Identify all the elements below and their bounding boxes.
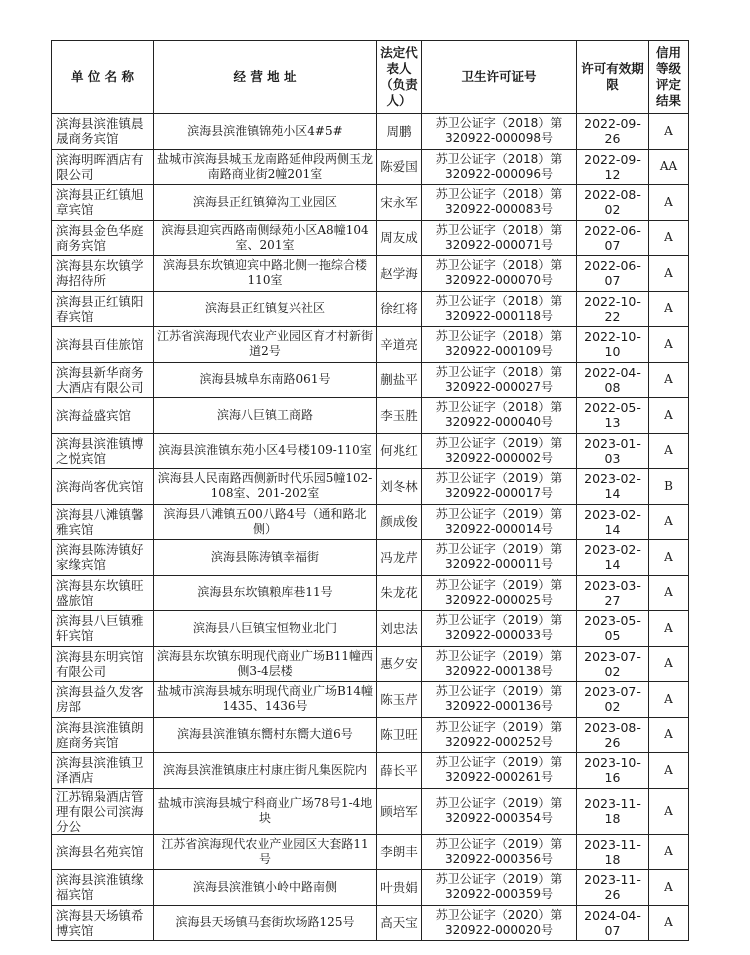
credit-grade-cell: B bbox=[649, 469, 689, 505]
header-address: 经 营 地 址 bbox=[154, 41, 377, 114]
license-number-cell: 苏卫公证字（2018）第320922-000083号 bbox=[422, 185, 577, 221]
unit-name-cell: 滨海县金色华庭商务宾馆 bbox=[52, 220, 154, 256]
validity-date-cell: 2023-11-18 bbox=[577, 834, 649, 870]
credit-grade-cell: A bbox=[649, 185, 689, 221]
unit-name-cell: 滨海县陈涛镇好家缘宾馆 bbox=[52, 540, 154, 576]
credit-grade-cell: A bbox=[649, 646, 689, 682]
credit-grade-cell: A bbox=[649, 717, 689, 753]
table-row bbox=[52, 682, 689, 718]
address-cell: 滨海县东坎镇粮库巷11号 bbox=[154, 575, 377, 611]
license-number-cell: 苏卫公证字（2019）第320922-000138号 bbox=[422, 646, 577, 682]
validity-date-cell: 2022-09-26 bbox=[577, 114, 649, 150]
license-number-cell: 苏卫公证字（2018）第320922-000040号 bbox=[422, 398, 577, 434]
table-row bbox=[52, 220, 689, 256]
representative-cell: 李玉胜 bbox=[377, 398, 422, 434]
representative-cell: 顾培军 bbox=[377, 788, 422, 834]
unit-name-cell: 滨海县滨淮镇晨晟商务宾馆 bbox=[52, 114, 154, 150]
header-validity: 许可有效期限 bbox=[577, 41, 649, 114]
validity-date-cell: 2022-05-13 bbox=[577, 398, 649, 434]
representative-cell: 何兆红 bbox=[377, 433, 422, 469]
credit-grade-cell: A bbox=[649, 753, 689, 789]
representative-cell: 朱龙花 bbox=[377, 575, 422, 611]
validity-date-cell: 2023-03-27 bbox=[577, 575, 649, 611]
address-cell: 盐城市滨海县城玉龙南路延伸段两侧玉龙南路商业街2幢201室 bbox=[154, 149, 377, 185]
license-number-cell: 苏卫公证字（2019）第320922-000014号 bbox=[422, 504, 577, 540]
table-row bbox=[52, 611, 689, 647]
representative-cell: 冯龙芹 bbox=[377, 540, 422, 576]
representative-cell: 徐红将 bbox=[377, 291, 422, 327]
credit-grade-cell: A bbox=[649, 433, 689, 469]
table-row bbox=[52, 398, 689, 434]
license-table bbox=[51, 40, 689, 941]
validity-date-cell: 2022-10-22 bbox=[577, 291, 649, 327]
unit-name-cell: 滨海县益久发客房部 bbox=[52, 682, 154, 718]
credit-grade-cell: A bbox=[649, 327, 689, 363]
address-cell: 滨海县正红镇复兴社区 bbox=[154, 291, 377, 327]
validity-date-cell: 2023-02-14 bbox=[577, 504, 649, 540]
representative-cell: 宋永军 bbox=[377, 185, 422, 221]
license-number-cell: 苏卫公证字（2019）第320922-000261号 bbox=[422, 753, 577, 789]
header-name: 单 位 名 称 bbox=[52, 41, 154, 114]
address-cell: 盐城市滨海县城东明现代商业广场B14幢1435、1436号 bbox=[154, 682, 377, 718]
validity-date-cell: 2023-01-03 bbox=[577, 433, 649, 469]
table-row bbox=[52, 540, 689, 576]
table-row bbox=[52, 362, 689, 398]
address-cell: 滨海县滨淮镇东苑小区4号楼109-110室 bbox=[154, 433, 377, 469]
representative-cell: 周友成 bbox=[377, 220, 422, 256]
credit-grade-cell: A bbox=[649, 834, 689, 870]
license-number-cell: 苏卫公证字（2018）第320922-000109号 bbox=[422, 327, 577, 363]
unit-name-cell: 滨海县滨淮镇缘福宾馆 bbox=[52, 870, 154, 906]
address-cell: 滨海县陈涛镇幸福街 bbox=[154, 540, 377, 576]
address-cell: 盐城市滨海县城宁科商业广场78号1-4地块 bbox=[154, 788, 377, 834]
validity-date-cell: 2022-09-12 bbox=[577, 149, 649, 185]
address-cell: 滨海县滨淮镇锦苑小区4#5# bbox=[154, 114, 377, 150]
validity-date-cell: 2023-02-14 bbox=[577, 540, 649, 576]
table-row bbox=[52, 870, 689, 906]
unit-name-cell: 滨海县八巨镇雅轩宾馆 bbox=[52, 611, 154, 647]
validity-date-cell: 2023-11-18 bbox=[577, 788, 649, 834]
unit-name-cell: 滨海县八滩镇馨雅宾馆 bbox=[52, 504, 154, 540]
unit-name-cell: 滨海尚客优宾馆 bbox=[52, 469, 154, 505]
address-cell: 滨海县八滩镇五00八路4号（通和路北侧） bbox=[154, 504, 377, 540]
license-number-cell: 苏卫公证字（2018）第320922-000118号 bbox=[422, 291, 577, 327]
credit-grade-cell: A bbox=[649, 611, 689, 647]
representative-cell: 薛长平 bbox=[377, 753, 422, 789]
license-number-cell: 苏卫公证字（2018）第320922-000027号 bbox=[422, 362, 577, 398]
validity-date-cell: 2023-11-26 bbox=[577, 870, 649, 906]
address-cell: 滨海八巨镇工商路 bbox=[154, 398, 377, 434]
unit-name-cell: 滨海县东明宾馆有限公司 bbox=[52, 646, 154, 682]
validity-date-cell: 2023-10-16 bbox=[577, 753, 649, 789]
table-row bbox=[52, 291, 689, 327]
table-row bbox=[52, 149, 689, 185]
unit-name-cell: 江苏锦枭酒店管理有限公司滨海分公 bbox=[52, 788, 154, 834]
unit-name-cell: 滨海县滨淮镇博之悦宾馆 bbox=[52, 433, 154, 469]
credit-grade-cell: A bbox=[649, 362, 689, 398]
representative-cell: 惠夕安 bbox=[377, 646, 422, 682]
license-number-cell: 苏卫公证字（2019）第320922-000025号 bbox=[422, 575, 577, 611]
validity-date-cell: 2022-06-07 bbox=[577, 256, 649, 292]
representative-cell: 颜成俊 bbox=[377, 504, 422, 540]
representative-cell: 周鹏 bbox=[377, 114, 422, 150]
credit-grade-cell: A bbox=[649, 788, 689, 834]
unit-name-cell: 滨海县正红镇旭章宾馆 bbox=[52, 185, 154, 221]
license-number-cell: 苏卫公证字（2019）第320922-000033号 bbox=[422, 611, 577, 647]
representative-cell: 辛道亮 bbox=[377, 327, 422, 363]
table-row bbox=[52, 717, 689, 753]
address-cell: 滨海县滨淮镇康庄村康庄街凡集医院内 bbox=[154, 753, 377, 789]
address-cell: 滨海县人民南路西侧新时代乐园5幢102-108室、201-202室 bbox=[154, 469, 377, 505]
credit-grade-cell: A bbox=[649, 682, 689, 718]
table-row bbox=[52, 753, 689, 789]
license-number-cell: 苏卫公证字（2018）第320922-000070号 bbox=[422, 256, 577, 292]
table-row bbox=[52, 788, 689, 834]
validity-date-cell: 2023-07-02 bbox=[577, 682, 649, 718]
license-number-cell: 苏卫公证字（2020）第320922-000020号 bbox=[422, 905, 577, 941]
credit-grade-cell: A bbox=[649, 291, 689, 327]
validity-date-cell: 2023-08-26 bbox=[577, 717, 649, 753]
table-row bbox=[52, 646, 689, 682]
license-number-cell: 苏卫公证字（2019）第320922-000002号 bbox=[422, 433, 577, 469]
address-cell: 滨海县八巨镇宝恒物业北门 bbox=[154, 611, 377, 647]
unit-name-cell: 滨海明晖酒店有限公司 bbox=[52, 149, 154, 185]
table-row bbox=[52, 834, 689, 870]
representative-cell: 陈卫旺 bbox=[377, 717, 422, 753]
representative-cell: 蒯盐平 bbox=[377, 362, 422, 398]
credit-grade-cell: A bbox=[649, 220, 689, 256]
license-number-cell: 苏卫公证字（2019）第320922-000011号 bbox=[422, 540, 577, 576]
unit-name-cell: 滨海县滨淮镇卫泽酒店 bbox=[52, 753, 154, 789]
credit-grade-cell: A bbox=[649, 540, 689, 576]
credit-grade-cell: A bbox=[649, 870, 689, 906]
table-row bbox=[52, 327, 689, 363]
representative-cell: 叶贵娟 bbox=[377, 870, 422, 906]
header-representative: 法定代表人（负责人） bbox=[377, 41, 422, 114]
unit-name-cell: 滨海县百佳旅馆 bbox=[52, 327, 154, 363]
validity-date-cell: 2022-06-07 bbox=[577, 220, 649, 256]
address-cell: 滨海县滨淮镇东嚮村东嚮大道6号 bbox=[154, 717, 377, 753]
representative-cell: 刘冬林 bbox=[377, 469, 422, 505]
validity-date-cell: 2023-07-02 bbox=[577, 646, 649, 682]
representative-cell: 陈爱国 bbox=[377, 149, 422, 185]
address-cell: 滨海县迎宾西路南侧绿苑小区A8幢104室、201室 bbox=[154, 220, 377, 256]
address-cell: 滨海县天场镇马套街坎场路125号 bbox=[154, 905, 377, 941]
representative-cell: 高天宝 bbox=[377, 905, 422, 941]
unit-name-cell: 滨海县天场镇希博宾馆 bbox=[52, 905, 154, 941]
credit-grade-cell: A bbox=[649, 504, 689, 540]
validity-date-cell: 2022-04-08 bbox=[577, 362, 649, 398]
address-cell: 滨海县东坎镇迎宾中路北侧一拖综合楼110室 bbox=[154, 256, 377, 292]
header-row bbox=[52, 41, 689, 114]
address-cell: 滨海县正红镇獐沟工业园区 bbox=[154, 185, 377, 221]
license-number-cell: 苏卫公证字（2018）第320922-000096号 bbox=[422, 149, 577, 185]
license-number-cell: 苏卫公证字（2019）第320922-000354号 bbox=[422, 788, 577, 834]
license-number-cell: 苏卫公证字（2018）第320922-000098号 bbox=[422, 114, 577, 150]
unit-name-cell: 滨海县正红镇阳春宾馆 bbox=[52, 291, 154, 327]
table-row bbox=[52, 114, 689, 150]
validity-date-cell: 2022-10-10 bbox=[577, 327, 649, 363]
representative-cell: 陈玉芹 bbox=[377, 682, 422, 718]
license-number-cell: 苏卫公证字（2019）第320922-000252号 bbox=[422, 717, 577, 753]
unit-name-cell: 滨海县滨淮镇朗庭商务宾馆 bbox=[52, 717, 154, 753]
address-cell: 江苏省滨海现代农业产业园区大套路11号 bbox=[154, 834, 377, 870]
address-cell: 滨海县城阜东南路061号 bbox=[154, 362, 377, 398]
credit-grade-cell: A bbox=[649, 398, 689, 434]
address-cell: 滨海县东坎镇东明现代商业广场B11幢西侧3-4层楼 bbox=[154, 646, 377, 682]
license-number-cell: 苏卫公证字（2018）第320922-000071号 bbox=[422, 220, 577, 256]
unit-name-cell: 滨海县名苑宾馆 bbox=[52, 834, 154, 870]
representative-cell: 李朗丰 bbox=[377, 834, 422, 870]
table-row bbox=[52, 185, 689, 221]
address-cell: 滨海县滨淮镇小岭中路南侧 bbox=[154, 870, 377, 906]
credit-grade-cell: A bbox=[649, 575, 689, 611]
representative-cell: 刘忠法 bbox=[377, 611, 422, 647]
header-license: 卫生许可证号 bbox=[422, 41, 577, 114]
license-number-cell: 苏卫公证字（2019）第320922-000017号 bbox=[422, 469, 577, 505]
unit-name-cell: 滨海县新华商务大酒店有限公司 bbox=[52, 362, 154, 398]
table-row bbox=[52, 256, 689, 292]
license-number-cell: 苏卫公证字（2019）第320922-000359号 bbox=[422, 870, 577, 906]
credit-grade-cell: A bbox=[649, 905, 689, 941]
unit-name-cell: 滨海县东坎镇旺盛旅馆 bbox=[52, 575, 154, 611]
license-number-cell: 苏卫公证字（2019）第320922-000356号 bbox=[422, 834, 577, 870]
validity-date-cell: 2022-08-02 bbox=[577, 185, 649, 221]
unit-name-cell: 滨海益盛宾馆 bbox=[52, 398, 154, 434]
table-row bbox=[52, 469, 689, 505]
table-row bbox=[52, 905, 689, 941]
credit-grade-cell: A bbox=[649, 256, 689, 292]
table-row bbox=[52, 504, 689, 540]
representative-cell: 赵学海 bbox=[377, 256, 422, 292]
table-row bbox=[52, 433, 689, 469]
validity-date-cell: 2024-04-07 bbox=[577, 905, 649, 941]
header-grade: 信用等级评定结果 bbox=[649, 41, 689, 114]
validity-date-cell: 2023-02-14 bbox=[577, 469, 649, 505]
unit-name-cell: 滨海县东坎镇学海招待所 bbox=[52, 256, 154, 292]
address-cell: 江苏省滨海现代农业产业园区育才村新街道2号 bbox=[154, 327, 377, 363]
credit-grade-cell: AA bbox=[649, 149, 689, 185]
license-number-cell: 苏卫公证字（2019）第320922-000136号 bbox=[422, 682, 577, 718]
table-row bbox=[52, 575, 689, 611]
validity-date-cell: 2023-05-05 bbox=[577, 611, 649, 647]
credit-grade-cell: A bbox=[649, 114, 689, 150]
